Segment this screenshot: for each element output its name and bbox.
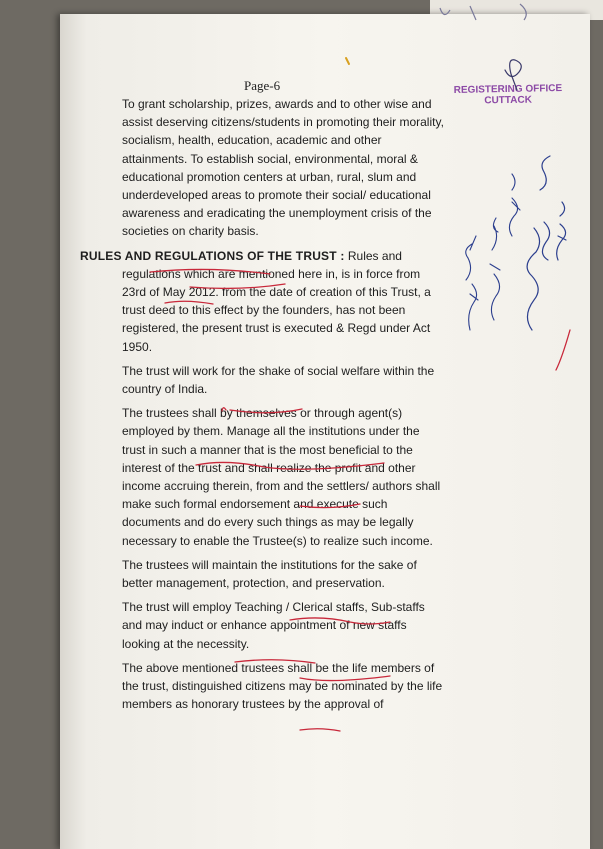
vertical-signature-2 bbox=[490, 218, 500, 320]
rules-heading: RULES AND REGULATIONS OF THE TRUST : bbox=[80, 248, 345, 263]
rules-text-continued: regulations which are mentioned here in, is in force from 23rd of May 2012. from the date of creation of this Trust, a trust deed to this effect by the founders, has not been registered, the present trust is executed & Regd under Act 1950. bbox=[122, 266, 431, 354]
stamp-line-1: REGISTERING OFFICE bbox=[453, 83, 563, 96]
signature-tick-red bbox=[556, 330, 570, 370]
paragraph-social-welfare: The trust will work for the shake of social welfare within the country of India. bbox=[122, 363, 435, 397]
paragraph-employ-staffs: The trust will employ Teaching / Clerical staffs, Sub-staffs and may induct or enhance appointment of new staffs looking at the necessity. bbox=[122, 600, 425, 651]
stamp-line-2: CUTTACK bbox=[484, 94, 532, 107]
vertical-signature-5 bbox=[557, 202, 566, 260]
paragraph-maintain-institutions: The trustees will maintain the institutions for the sake of better management, protection, and preservation. bbox=[122, 557, 417, 591]
red-underlines bbox=[150, 269, 390, 731]
vertical-signature-1 bbox=[466, 236, 478, 330]
stamp-signature bbox=[505, 60, 521, 90]
page-number: Page-6 bbox=[244, 78, 281, 93]
rules-text-start: Rules and bbox=[347, 248, 402, 263]
paragraph-life-members: The above mentioned trustees shall be the life members of the trust, distinguished citizens may be nominated by the life members as honorary trustees by the approval of bbox=[122, 660, 443, 712]
top-scribble bbox=[440, 4, 526, 20]
vertical-signature-4 bbox=[527, 156, 550, 330]
paragraph-objectives: To grant scholarship, prizes, awards and to other wise and assist deserving citizens/students in promoting their morality, socialism, health, education, academic and other attainments. To establish social, environmental, moral & educational promotion centers at urban, rural, slum and underdeveloped areas to promote their social/ educational awareness and eradicating the unemployment crisis of the societies on charity basis. bbox=[122, 97, 444, 239]
paragraph-trustees-manage: The trustees shall by themselves or through agent(s) employed by them. Manage all the institutions under the trust in such a manner that is the most beneficial to the interest of the trust and shall realize the profit and other income accruing therein, from and the settlers/ authors shall make such formal endorsement and execute such documents and do every such things as may be legally necessary to enable the Trustee(s) to realize such income. bbox=[122, 406, 441, 548]
vertical-signature-3 bbox=[509, 174, 520, 236]
pen-mark bbox=[346, 58, 349, 64]
